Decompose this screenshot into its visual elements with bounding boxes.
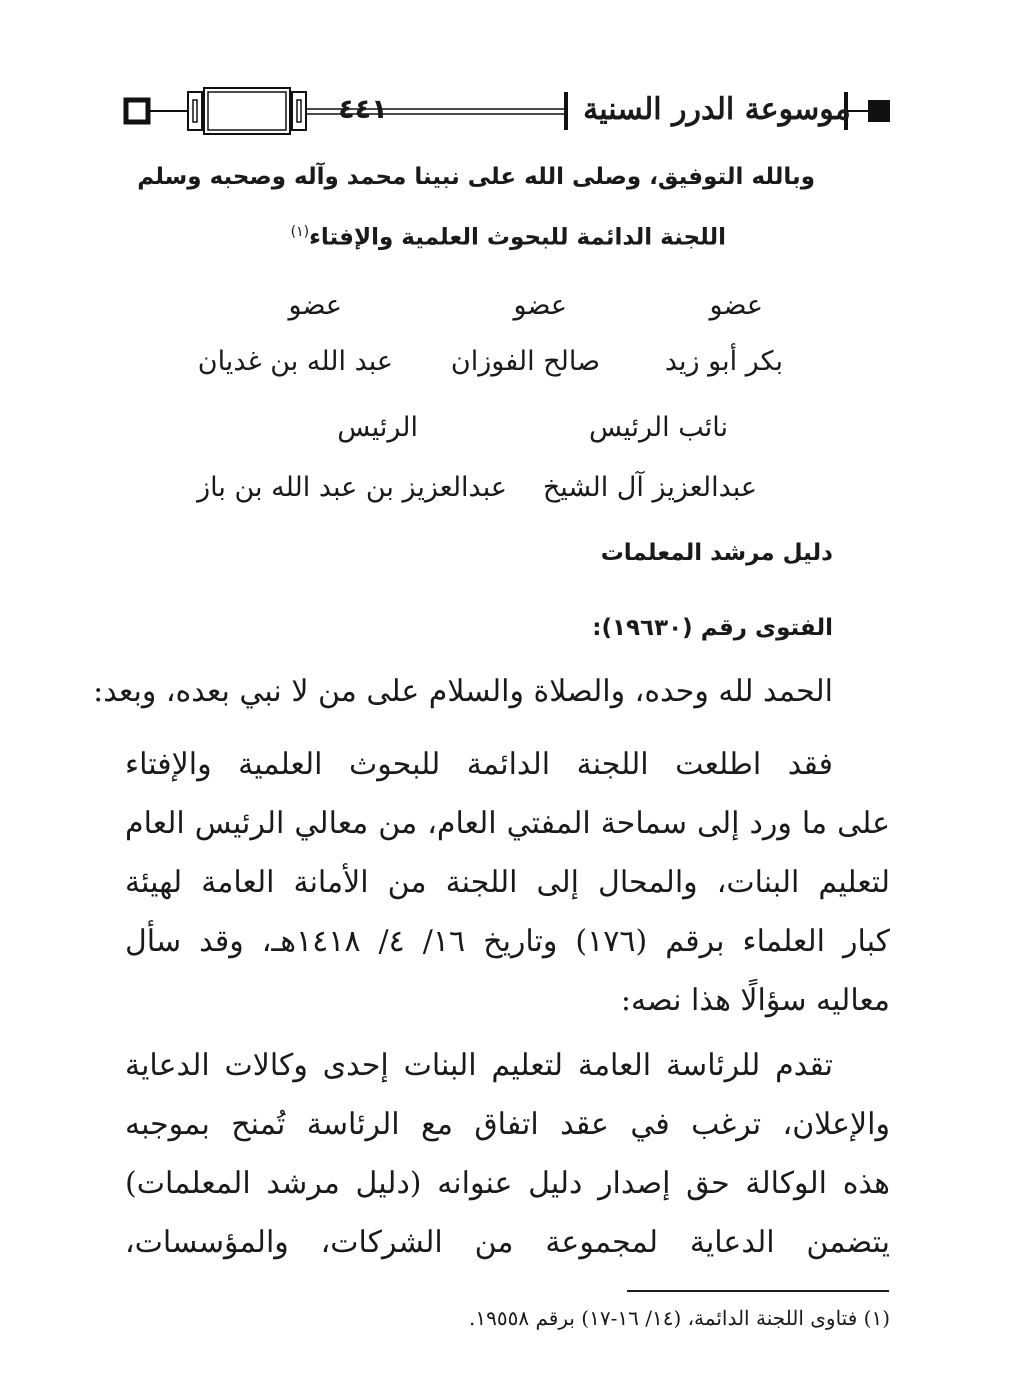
paragraph-2-line: معاليه سؤالًا هذا نصه:: [620, 983, 890, 1018]
president-name: عبدالعزيز بن عبد الله بن باز: [197, 472, 507, 503]
committee-name-text: اللجنة الدائمة للبحوث العلمية والإفتاء: [309, 224, 726, 251]
deputy-label: نائب الرئيس: [588, 412, 728, 443]
member-label-2: عضو: [513, 290, 567, 321]
footnote-divider: [627, 1290, 889, 1292]
paragraph-3-line: والإعلان، ترغب في عقد اتفاق مع الرئاسة تُمنح بموجبه: [125, 1107, 890, 1142]
committee-name: [291, 224, 726, 251]
paragraph-2-line: فقد اطلعت اللجنة الدائمة للبحوث العلمية والإفتاء: [125, 747, 833, 782]
paragraph-2-line: كبار العلماء برقم (١٧٦) وتاريخ ١٦/ ٤/ ١٤١٨هـ، وقد سأل: [125, 924, 890, 959]
paragraph-3-line: يتضمن الدعاية لمجموعة من الشركات، والمؤسسات،: [125, 1225, 890, 1260]
closing-salutation: وبالله التوفيق، وصلى الله على نبينا محمد وآله وصحبه وسلم: [137, 164, 815, 190]
paragraph-3-line: تقدم للرئاسة العامة لتعليم البنات إحدى وكالات الدعاية: [125, 1048, 833, 1083]
paragraph-2-line: على ما ورد إلى سماحة المفتي العام، من معالي الرئيس العام: [125, 806, 890, 841]
section-title: دليل مرشد المعلمات: [600, 540, 833, 566]
member-label-3: عضو: [288, 290, 342, 321]
book-title: موسوعة الدرر السنية: [583, 92, 851, 127]
president-label: الرئيس: [337, 412, 418, 443]
paragraph-2-line: لتعليم البنات، والمحال إلى اللجنة من الأمانة العامة لهيئة: [125, 865, 890, 900]
paragraph-opening: الحمد لله وحده، والصلاة والسلام على من لا نبي بعده، وبعد:: [93, 674, 833, 709]
member-name-2: صالح الفوزان: [450, 346, 600, 377]
member-label-1: عضو: [709, 290, 763, 321]
committee-footnote-marker: (١): [290, 224, 310, 240]
page-number: ٤٤١: [338, 94, 388, 125]
member-name-1: بكر أبو زيد: [664, 346, 783, 377]
member-name-3: عبد الله بن غديان: [197, 346, 393, 377]
deputy-name: عبدالعزيز آل الشيخ: [542, 472, 757, 503]
page-header: [120, 78, 895, 148]
footnote: (١) فتاوى اللجنة الدائمة، (١٤/ ١٦-١٧) برقم ١٩٥٥٨.: [469, 1306, 890, 1330]
paragraph-3-line: هذه الوكالة حق إصدار دليل عنوانه (دليل مرشد المعلمات): [125, 1166, 890, 1201]
fatwa-number: الفتوى رقم (١٩٦٣٠):: [592, 615, 833, 641]
